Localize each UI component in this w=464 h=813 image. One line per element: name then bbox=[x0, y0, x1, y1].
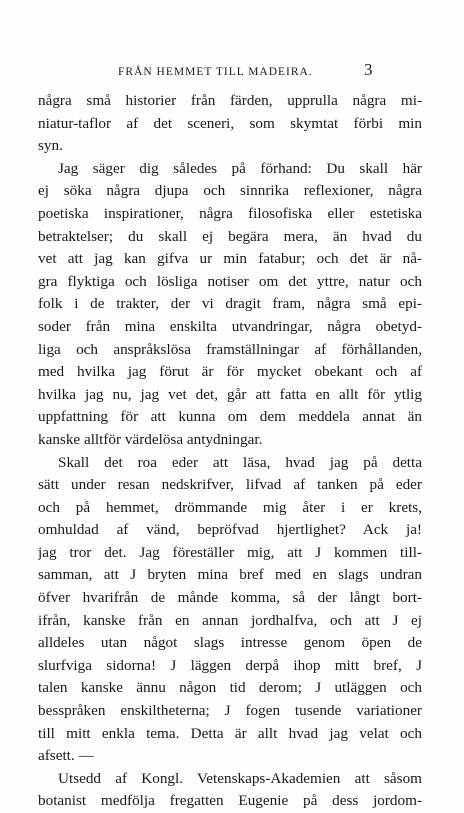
text-line: talen kanske ännu någon tid derom; J utläggen och bbox=[38, 679, 422, 697]
text-line: med hvilka jag förut är för mycket obekant och af bbox=[38, 363, 422, 381]
text-line: slurfviga sidorna! J läggen derpå ihop mitt bref, J bbox=[38, 656, 422, 674]
text-line: samman, att J bryten mina bref med en slags undran bbox=[38, 566, 422, 584]
text-line: poetiska inspirationer, några filosofiska eller estetiska bbox=[38, 204, 422, 222]
text-line: några små historier från färden, upprulla några mi- bbox=[38, 92, 422, 109]
text-line: botanist medfölja fregatten Eugenie på dess jordom- bbox=[38, 792, 422, 810]
body-text bbox=[38, 90, 422, 813]
text-line: afsett. — bbox=[38, 747, 94, 765]
text-line: hvilka jag nu, jag vet det, går att fatta en allt för ytlig bbox=[38, 385, 422, 403]
text-line: folk i de trakter, der vi dragit fram, några små epi- bbox=[38, 295, 422, 313]
text-line: besspråken enskiltheterna; J fogen tusende variationer bbox=[38, 702, 422, 720]
text-line: gra flyktiga och lösliga notiser om det yttre, natur och bbox=[38, 272, 422, 290]
text-line: Skall det roa eder att läsa, hvad jag på detta bbox=[58, 453, 422, 471]
text-line: till mitt enkla tema. Detta är allt hvad jag velat och bbox=[38, 724, 422, 742]
text-line: liga och anspråkslösa framställningar af förhållanden, bbox=[38, 340, 422, 358]
text-line: soder från mina enskilta utvandringar, några obetyd- bbox=[38, 317, 422, 335]
page-number: 3 bbox=[364, 60, 373, 79]
text-line: ej söka några djupa och sinnrika reflexioner, några bbox=[38, 182, 422, 200]
text-line: omhuldad af vänd, bepröfvad hjertlighet? Ack ja! bbox=[38, 521, 422, 539]
text-line: vet att jag kan gifva ur min fatabur; och det är nå- bbox=[38, 250, 422, 268]
text-line: och på hemmet, drömmande mig åter i er krets, bbox=[38, 498, 422, 516]
text-line: ifrån, kanske från en annan jordhalfva, och att J ej bbox=[38, 611, 422, 629]
text-line: uppfattning för att kunna om dem meddela annat än bbox=[38, 408, 422, 426]
text-line: betraktelser; du skall ej begära mera, än hvad du bbox=[38, 227, 422, 245]
running-title: FRÅN HEMMET TILL MADEIRA. bbox=[118, 66, 313, 78]
text-line: syn. bbox=[38, 137, 63, 155]
running-header bbox=[0, 60, 464, 86]
text-line: Utsedd af Kongl. Vetenskaps-Akademien att såsom bbox=[58, 769, 422, 787]
text-line: sätt under resan nedskrifver, lifvad af tanken på eder bbox=[38, 476, 422, 494]
text-line: öfver hvarifrån de månde komma, så der långt bort- bbox=[38, 589, 422, 607]
text-line: kanske alltför värdelösa antydningar. bbox=[38, 430, 263, 448]
text-line: niatur-taflor af det sceneri, som skymtat förbi min bbox=[38, 114, 422, 132]
text-line: jag tror det. Jag föreställer mig, att J kommen till- bbox=[38, 543, 422, 561]
text-line: alldeles utan något slags intresse genom öpen de bbox=[38, 634, 422, 652]
text-line: Jag säger dig således på förhand: Du skall här bbox=[58, 159, 422, 177]
